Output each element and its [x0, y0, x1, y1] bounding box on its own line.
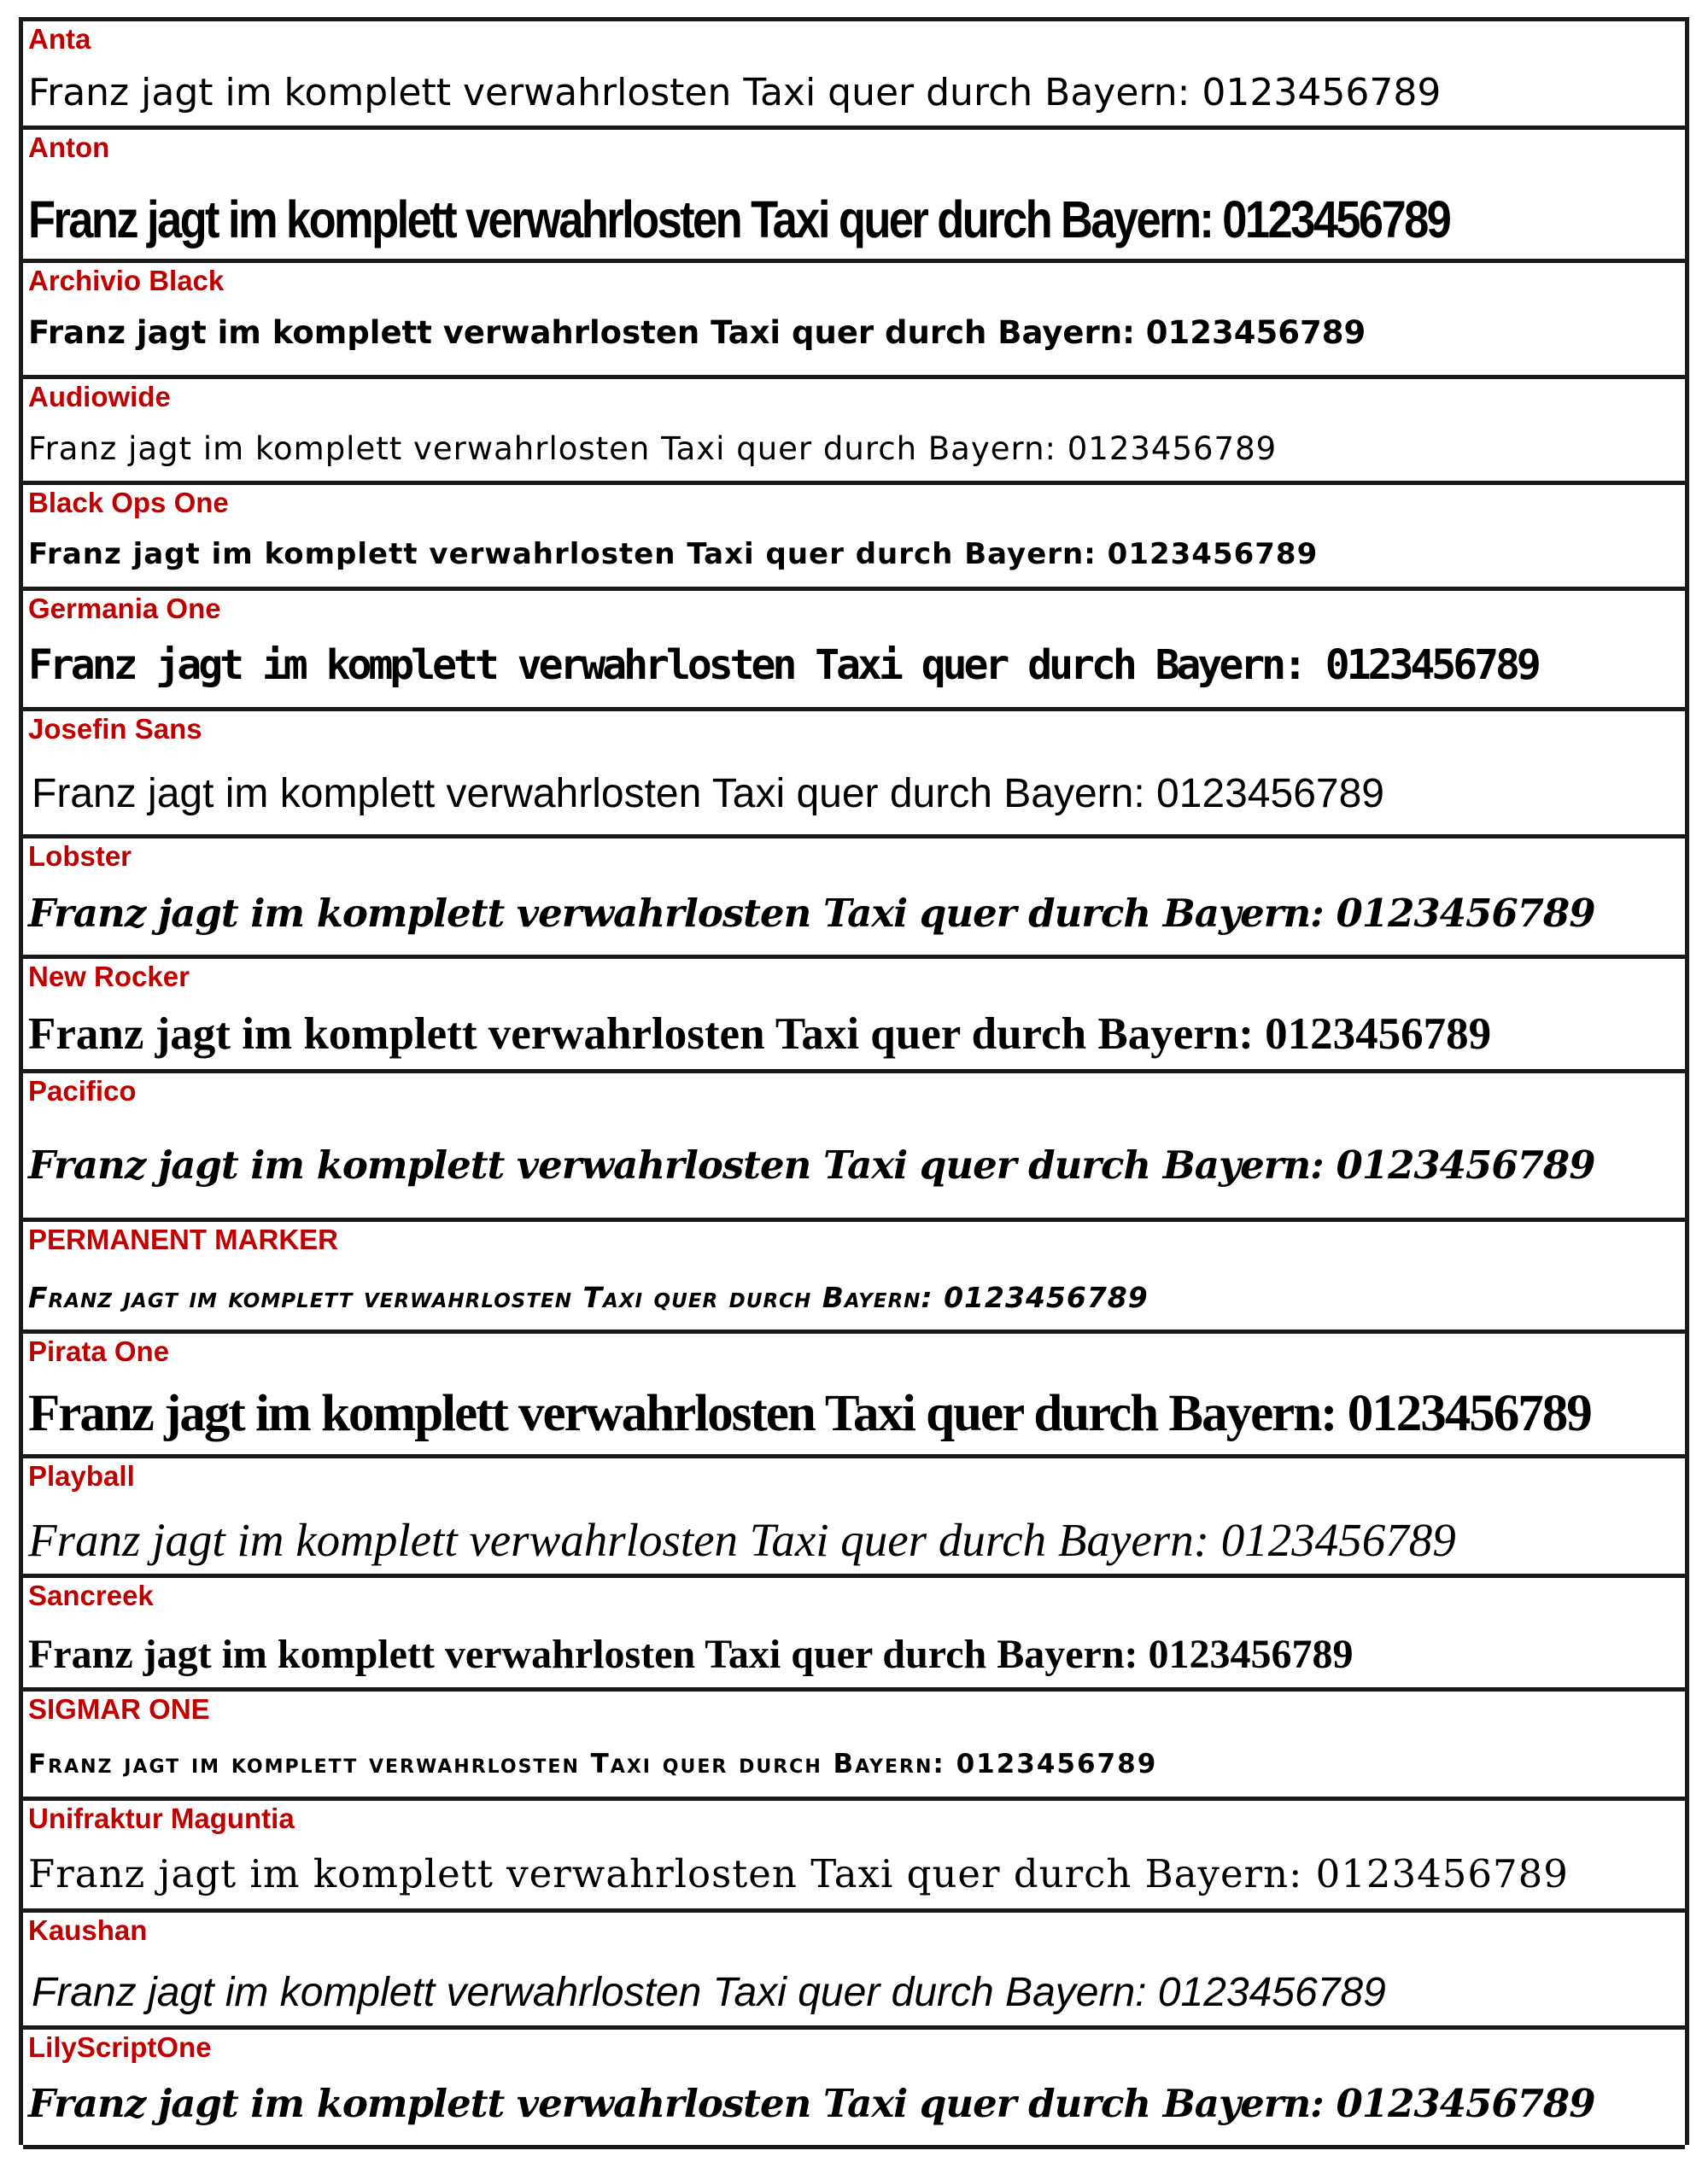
font-name-label: Pirata One: [28, 1335, 170, 1367]
font-name-label: New Rocker: [28, 961, 190, 992]
font-sample-text: Franz jagt im komplett verwahrlosten Taxi quer durch Bayern: 0123456789: [32, 771, 1384, 816]
font-sample-text: Franz jagt im komplett verwahrlosten Taxi quer durch Bayern: 0123456789: [28, 2081, 1595, 2126]
font-sample-sheet: [19, 17, 1689, 2145]
font-sample-text: Franz jagt im komplett verwahrlosten Taxi quer durch Bayern: 0123456789: [32, 1970, 1386, 2015]
font-name-label: Unifraktur Maguntia: [28, 1803, 295, 1834]
font-row-black-ops-one: [23, 485, 1685, 591]
font-sample-text: Franz jagt im komplett verwahrlosten Taxi quer durch Bayern: 0123456789: [28, 1281, 1149, 1314]
font-row-audiowide: [23, 379, 1685, 485]
font-row-lobster: [23, 839, 1685, 959]
font-sample-text: Franz jagt im komplett verwahrlosten Taxi quer durch Bayern: 0123456789: [28, 314, 1366, 351]
font-name-label: Audiowide: [28, 381, 171, 412]
font-name-label: Anta: [28, 23, 91, 55]
font-name-label: Germania One: [28, 593, 221, 624]
font-sample-text: Franz jagt im komplett verwahrlosten Taxi quer durch Bayern: 0123456789: [28, 537, 1319, 571]
font-name-label: Lobster: [28, 840, 132, 872]
font-sample-text: Franz jagt im komplett verwahrlosten Taxi quer durch Bayern: 0123456789: [28, 190, 1450, 248]
font-name-label: Black Ops One: [28, 487, 229, 518]
font-row-pirata-one: [23, 1334, 1685, 1458]
font-sample-text: Franz jagt im komplett verwahrlosten Taxi quer durch Bayern: 0123456789: [28, 891, 1595, 936]
font-row-playball: [23, 1458, 1685, 1578]
font-sample-text: Franz jagt im komplett verwahrlosten Taxi quer durch Bayern: 0123456789: [28, 1009, 1492, 1059]
font-sample-text: Franz jagt im komplett verwahrlosten Taxi quer durch Bayern: 0123456789: [28, 71, 1442, 114]
font-row-kaushan: [23, 1913, 1685, 2030]
font-name-label: PERMANENT MARKER: [28, 1224, 338, 1255]
font-name-label: Josefin Sans: [28, 713, 202, 745]
font-sample-text: Franz jagt im komplett verwahrlosten Taxi quer durch Bayern: 0123456789: [28, 1142, 1595, 1188]
font-sample-text: Franz jagt im komplett verwahrlosten Taxi quer durch Bayern: 0123456789: [28, 1514, 1456, 1566]
font-row-permanent-marker: [23, 1222, 1685, 1334]
font-name-label: Playball: [28, 1460, 135, 1492]
font-name-label: Anton: [28, 131, 110, 163]
font-name-label: SIGMAR ONE: [28, 1693, 210, 1725]
font-row-anta: [23, 21, 1685, 130]
font-sample-text: Franz jagt im komplett verwahrlosten Taxi quer durch Bayern: 0123456789: [28, 641, 1538, 689]
font-row-sancreek: [23, 1578, 1685, 1692]
font-row-sigmar-one: [23, 1692, 1685, 1801]
font-row-anton: [23, 130, 1685, 263]
font-row-unifraktur-maguntia: [23, 1801, 1685, 1913]
font-sample-text: Franz jagt im komplett verwahrlosten Taxi quer durch Bayern: 0123456789: [28, 430, 1278, 467]
font-name-label: LilyScriptOne: [28, 2031, 212, 2063]
font-row-germania-one: [23, 591, 1685, 711]
font-row-archivio-black: [23, 263, 1685, 379]
font-row-lilyscriptone: [23, 2030, 1685, 2149]
font-sample-text: Franz jagt im komplett verwahrlosten Taxi quer durch Bayern: 0123456789: [28, 1385, 1591, 1442]
font-name-label: Sancreek: [28, 1580, 154, 1611]
font-name-label: Kaushan: [28, 1914, 148, 1946]
font-row-pacifico: [23, 1073, 1685, 1222]
font-sample-text: Franz jagt im komplett verwahrlosten Taxi quer durch Bayern: 0123456789: [28, 1851, 1569, 1896]
font-row-josefin-sans: [23, 711, 1685, 839]
font-name-label: Archivio Black: [28, 265, 225, 296]
font-sample-text: Franz jagt im komplett verwahrlosten Taxi quer durch Bayern: 0123456789: [28, 1749, 1158, 1779]
font-name-label: Pacifico: [28, 1075, 137, 1107]
font-sample-text: Franz jagt im komplett verwahrlosten Taxi quer durch Bayern: 0123456789: [28, 1632, 1354, 1677]
font-row-new-rocker: [23, 959, 1685, 1073]
